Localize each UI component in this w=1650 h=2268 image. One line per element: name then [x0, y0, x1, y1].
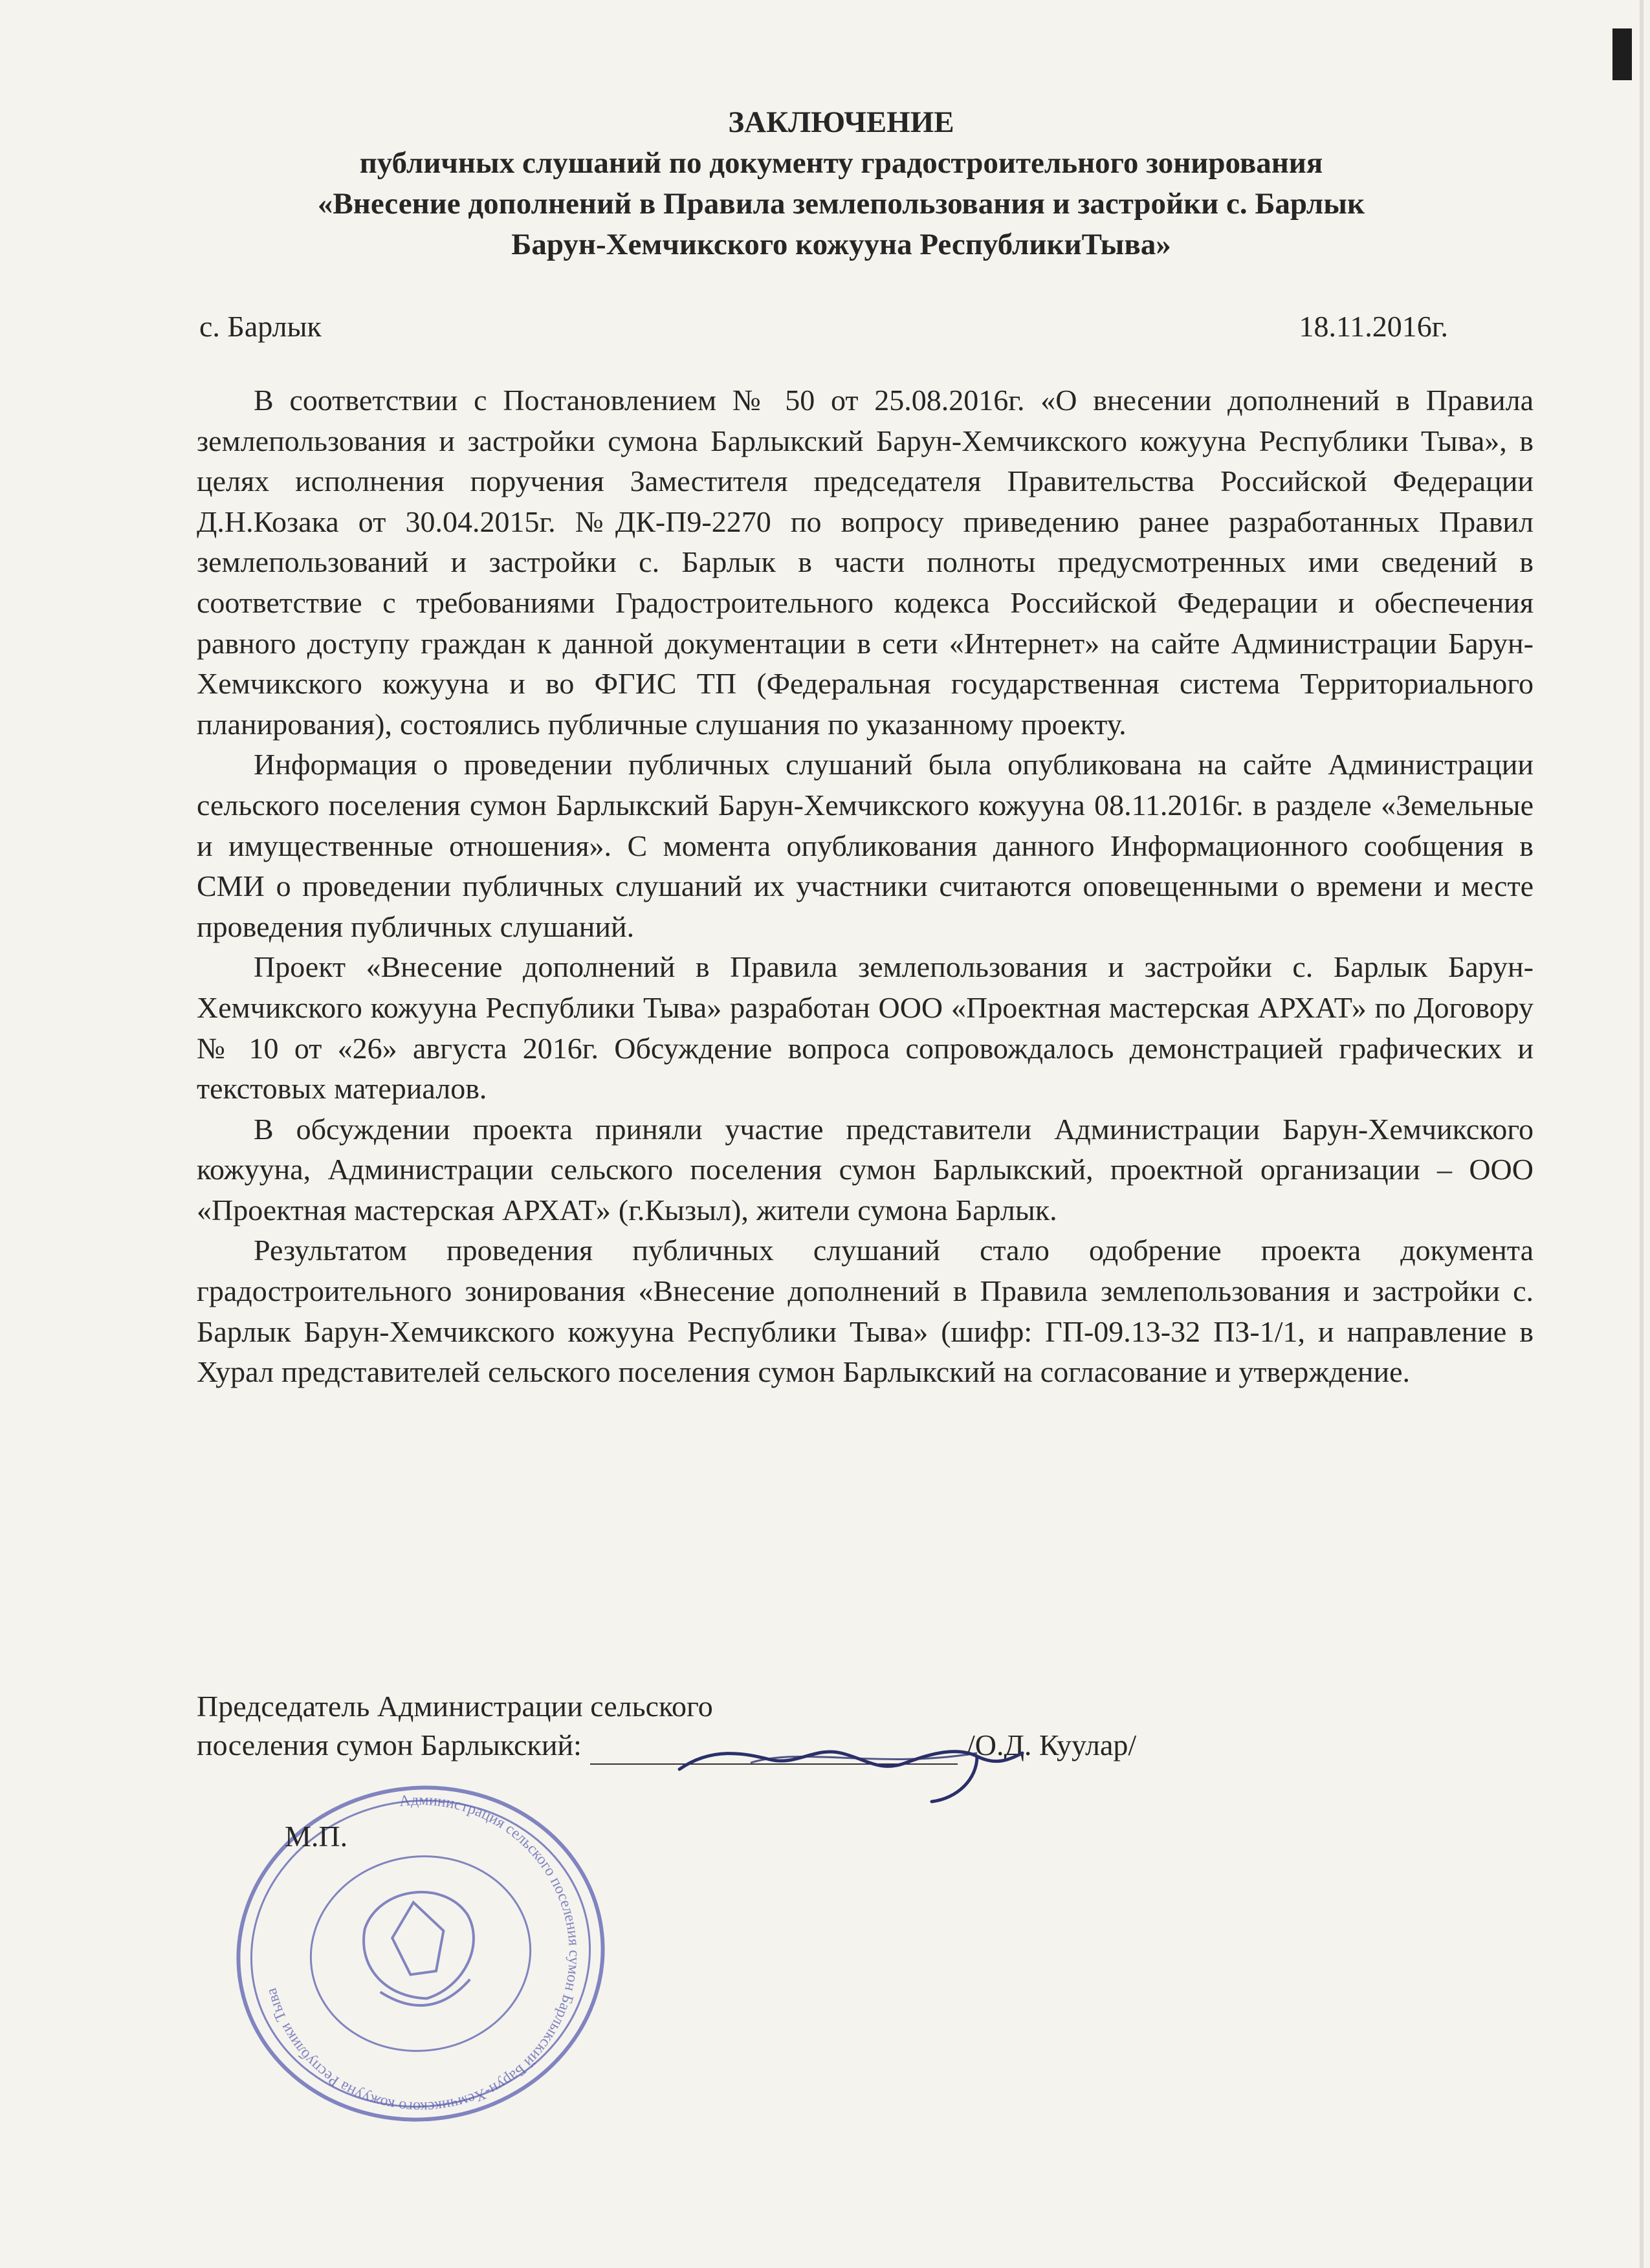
paragraph-5: Результатом проведения публичных слушаний стало одобрение проекта документа градостроительного зонирования «Внесение дополнений в Правила землепользования и застройки с. Барлык Барун-Хемчикского кожууна Республики Тыва» (шифр: ГП-09.13-32 ПЗ-1/1, и направление в Хурал представителей сельского поселения сумон Барлыкский на согласование и утверждение.	[197, 1234, 1534, 1389]
signer-name: /О.Д. Куулар/	[966, 1728, 1137, 1761]
document-date: 18.11.2016г.	[1299, 310, 1448, 343]
signer-position-line-1: Председатель Администрации сельского	[197, 1690, 713, 1723]
scan-edge	[1640, 0, 1644, 2268]
title-line-1: ЗАКЛЮЧЕНИЕ	[728, 105, 954, 139]
stamp-text: Администрация сельского поселения сумон Барлыкский Барун-Хемчикского кожууна Республики Тыва	[263, 1791, 582, 2116]
handwritten-signature	[673, 1708, 1035, 1805]
paragraph-2: Информация о проведении публичных слушаний была опубликована на сайте Администрации сельского поселения сумон Барлыкский Барун-Хемчикского кожууна 08.11.2016г. в разделе «Земельные и имущественные отношения». С момента опубликования данного Информационного сообщения в СМИ о проведении публичных слушаний их участники считаются оповещенными о времени и месте проведения публичных слушаний.	[197, 748, 1534, 943]
place-date-row	[199, 309, 1448, 343]
seal-label: М.П.	[285, 1820, 348, 1853]
title-line-4: Барун-Хемчикского кожууна РеспубликиТыва»	[511, 228, 1171, 261]
scan-mark	[1612, 28, 1632, 80]
paragraph-3: Проект «Внесение дополнений в Правила землепользования и застройки с. Барлык Барун-Хемчикского кожууна Республики Тыва» разработан ООО «Проектная мастерская АРХАТ» по Договору № 10 от «26» августа 2016г. Обсуждение вопроса сопровождалось демонстрацией графических и текстовых материалов.	[197, 950, 1534, 1106]
title-line-3: «Внесение дополнений в Правила землепользования и застройки с. Барлык	[317, 187, 1365, 221]
place: с. Барлык	[199, 310, 322, 343]
document-title	[162, 102, 1521, 265]
title-line-2: публичных слушаний по документу градостроительного зонирования	[359, 146, 1323, 180]
body-text	[197, 380, 1534, 1393]
paragraph-1: В соответствии с Постановлением № 50 от 25.08.2016г. «О внесении дополнений в Правила землепользования и застройки сумона Барлыкский Барун-Хемчикского кожууна Республики Тыва», в целях исполнения поручения Заместителя председателя Правительства Российской Федерации Д.Н.Козака от 30.04.2015г. №ДК-П9-2270 по вопросу приведению ранее разработанных Правил землепользований и застройки с. Барлык в части полноты предусмотренных ими сведений в соответствие с требованиями Градостроительного кодекса Российской Федерации и обеспечения равного доступу граждан к данной документации в сети «Интернет» на сайте Администрации Барун-Хемчикского кожууна и во ФГИС ТП (Федеральная государственная система Территориального планирования), состоялись публичные слушания по указанному проекту.	[197, 384, 1534, 741]
signer-position-line-2: поселения сумон Барлыкский:	[197, 1728, 582, 1761]
paragraph-4: В обсуждении проекта приняли участие представители Администрации Барун-Хемчикского кожууна, Администрации сельского поселения сумон Барлыкский, проектной организации – ООО «Проектная мастерская АРХАТ» (г.Кызыл), жители сумона Барлык.	[197, 1112, 1534, 1227]
official-stamp	[214, 1772, 628, 2135]
